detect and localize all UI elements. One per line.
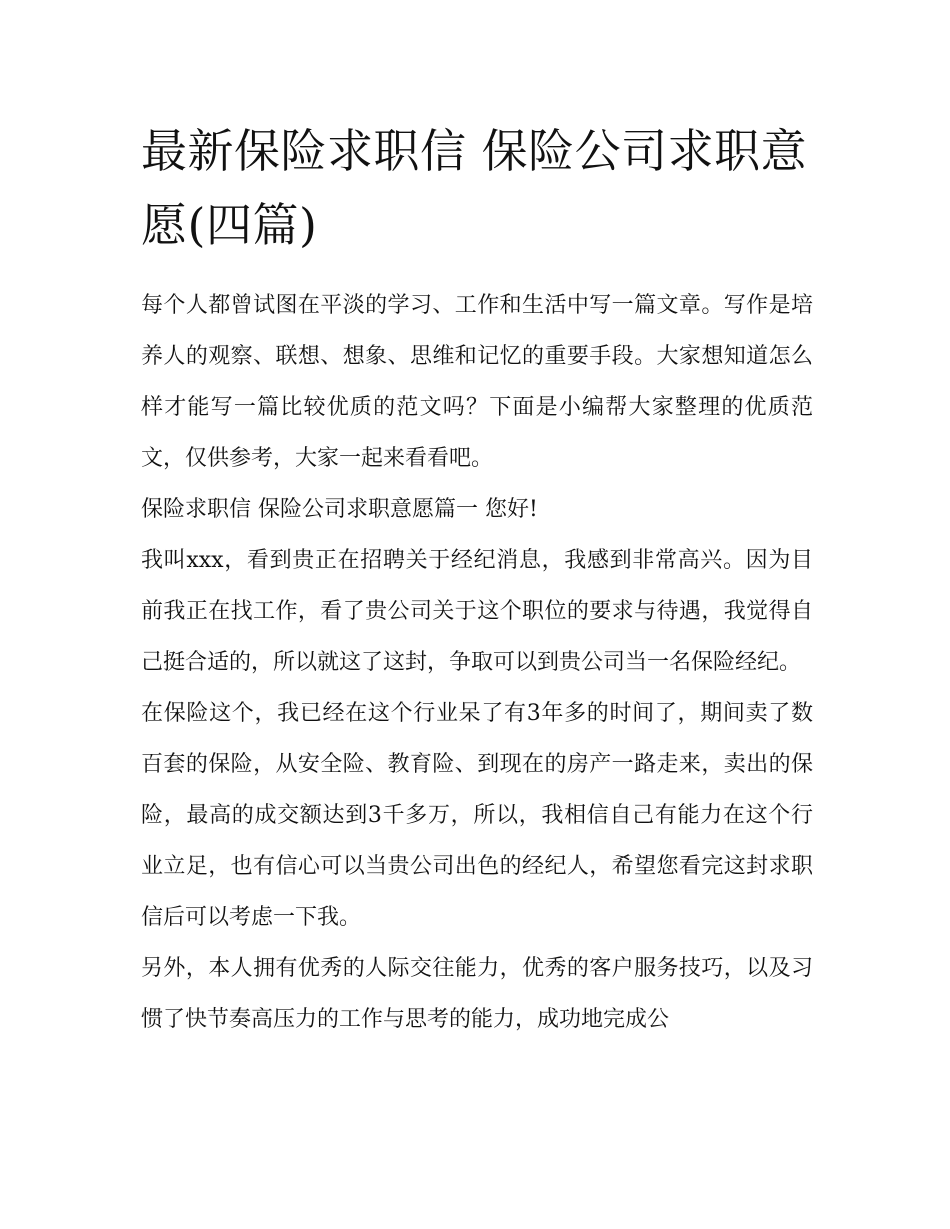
document-content <box>141 114 813 1045</box>
document-title: 最新保险求职信 保险公司求职意愿(四篇) <box>141 124 808 252</box>
paragraph-introduction: 我叫xxx，看到贵正在招聘关于经纪消息，我感到非常高兴。因为目前我正在找工作，看了贵公司关于这个职位的要求与待遇，我觉得自己挺合适的，所以就这了这封，争取可以到贵公司当一名保险经纪。 <box>141 548 813 675</box>
paragraph-letter-heading: 保险求职信 保险公司求职意愿篇一 您好! <box>141 497 538 522</box>
paragraph-skills: 另外，本人拥有优秀的人际交往能力，优秀的客户服务技巧，以及习惯了快节奏高压力的工作与思考的能力，成功地完成公 <box>141 956 813 1032</box>
paragraph-intro: 每个人都曾试图在平淡的学习、工作和生活中写一篇文章。写作是培养人的观察、联想、想象、思维和记忆的重要手段。大家想知道怎么样才能写一篇比较优质的范文吗？下面是小编帮大家整理的优质范文，仅供参考，大家一起来看看吧。 <box>141 293 813 471</box>
paragraph-experience: 在保险这个，我已经在这个行业呆了有3年多的时间了，期间卖了数百套的保险，从安全险、教育险、到现在的房产一路走来，卖出的保险，最高的成交额达到3千多万，所以，我相信自己有能力在这个行业立足，也有信心可以当贵公司出色的经纪人，希望您看完这封求职信后可以考虑一下我。 <box>141 701 813 930</box>
